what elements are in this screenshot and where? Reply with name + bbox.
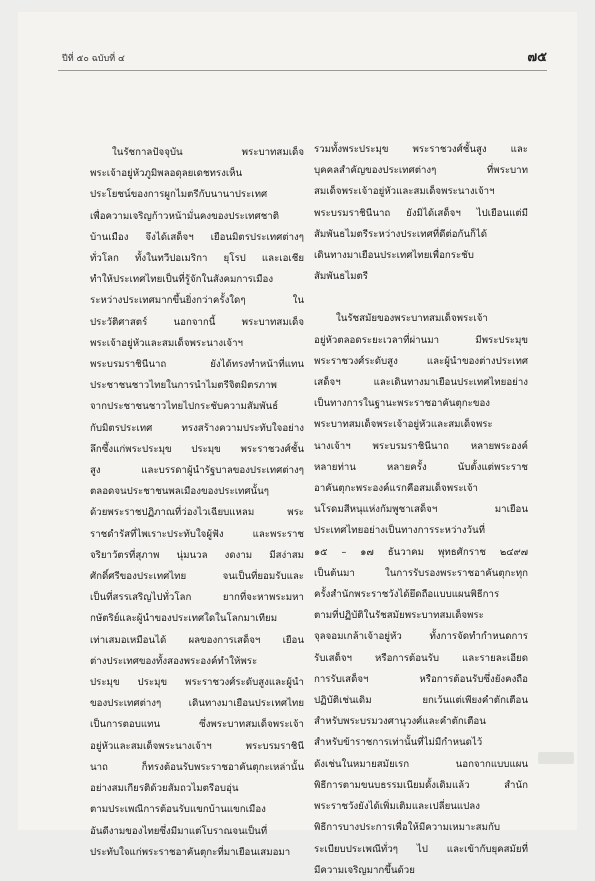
left-column bbox=[90, 142, 304, 863]
text-line: พระราชวังยังได้เพิ่มเติมและเปลี่ยนแปลง bbox=[314, 801, 480, 813]
header-rule bbox=[58, 70, 547, 71]
text-line: อย่างสมเกียรติด้วยสัมถวไมตรีอบอุ่น bbox=[90, 783, 239, 795]
text-line: ๑๕ – ๑๗ ธันวาคม พุทธศักราช ๒๔๙๗ bbox=[314, 546, 528, 558]
text-line: มีความเจริญมากขึ้นด้วย bbox=[314, 864, 415, 876]
text-line: จากประชาชนชาวไทยไปกระชับความสัมพันธ์ bbox=[90, 401, 279, 413]
text-line: พระบาทสมเด็จพระเจ้าอยู่หัวและสมเด็จพระ bbox=[314, 419, 493, 431]
text-line: อยู่หัวและสมเด็จพระนางเจ้าฯ พระบรมราชินี bbox=[90, 740, 304, 752]
text-line: บ้านเมือง จึงได้เสด็จฯ เยือนมิตรประเทศต่างๆ bbox=[90, 231, 304, 243]
text-line: ด้วยพระราชปฏิภาณที่ว่องไวเฉียบแหลม พระ bbox=[90, 507, 304, 519]
text-line: ต่างประเทศของทั้งสองพระองค์ทำให้พระ bbox=[90, 655, 258, 667]
text-line: ประชาชนชาวไทยในการนำไมตรีจิตมิตรภาพ bbox=[90, 380, 277, 392]
text-line: ดังเช่นในหมายสมัยเรก นอกจากแบบแผน bbox=[314, 758, 528, 770]
text-line: กษัตริย์และผู้นำของประเทศใดในโลกมาเทียม bbox=[90, 613, 278, 625]
text-line: ตลอดจนประชาชนพลเมืองของประเทศนั้นๆ bbox=[90, 486, 269, 498]
text-line: ตามที่ปฏิบัติในรัชสมัยพระบาทสมเด็จพระ bbox=[314, 610, 484, 622]
text-line: ในรัชสมัยของพระบาทสมเด็จพระเจ้า bbox=[336, 313, 488, 325]
text-line: ครั้งสำนักพระราชวังได้ยึดถือแบบแผนพิธีการ bbox=[314, 589, 500, 601]
text-line: สำหรับข้าราชการเท่านั้นที่ไม่มีกำหนดไว้ bbox=[314, 737, 483, 749]
text-line: ประวัติศาสตร์ นอกจากนี้ พระบาทสมเด็จ bbox=[90, 316, 304, 328]
text-line: ราชดำรัสที่ไพเราะประทับใจผู้ฟัง และพระราช bbox=[90, 528, 304, 540]
text-line: ศักดิ์ศรีของประเทศไทย จนเป็นที่ยอมรับและ bbox=[90, 571, 304, 583]
text-line: อันดีงามของไทยซึ่งมีมาแต่โบราณจนเป็นที่ bbox=[90, 825, 268, 837]
text-line: ประทับใจแก่พระราชอาคันตุกะที่มาเยือนเสมอมา bbox=[90, 846, 291, 858]
text-line: เป็นที่สรรเสริญไปทั่วโลก ยากที่จะหาพระมหา bbox=[90, 592, 304, 604]
text-line: ตามประเพณีการต้อนรับแขกบ้านแขกเมือง bbox=[90, 804, 266, 816]
text-line: พระเจ้าอยู่หัวและสมเด็จพระนางเจ้าฯ bbox=[90, 337, 243, 349]
text-line: รับเสด็จฯ หรือการต้อนรับ และรายละเอียด bbox=[314, 652, 528, 664]
margin-smudge bbox=[538, 752, 574, 764]
text-line: สัมพันธไมตรีระหว่างประเทศที่ดีต่อกันก็ได้ bbox=[314, 228, 488, 240]
paragraph bbox=[90, 142, 304, 863]
text-line: พระบรมราชินีนาถ ยังมิได้เสด็จฯ ไปเยือนแต่มี bbox=[314, 207, 528, 219]
text-line: การรับเสด็จฯ หรือการต้อนรับซึ่งยังคงถือ bbox=[314, 673, 528, 685]
text-line: นโรดมสีหนุแห่งกัมพูชาเสด็จฯ มาเยือน bbox=[314, 504, 528, 516]
text-line: สูง และบรรดาผู้นำรัฐบาลของประเทศต่างๆ bbox=[90, 465, 304, 477]
text-line: รวมทั้งพระประมุข พระราชวงศ์ชั้นสูง และ bbox=[314, 144, 528, 155]
text-line: เสด็จฯ และเดินทางมาเยือนประเทศไทยอย่าง bbox=[314, 377, 528, 389]
text-line: เป็นทางการในฐานะพระราชอาคันตุกะของ bbox=[314, 398, 491, 410]
text-line: เดินทางมาเยือนประเทศไทยเพื่อกระชับ bbox=[314, 250, 474, 262]
text-line: อาคันตุกะพระองค์แรกคือสมเด็จพระเจ้า bbox=[314, 483, 478, 495]
text-line: ระหว่างประเทศมากขึ้นยิ่งกว่าครั้งใดๆ ใน bbox=[90, 295, 304, 307]
text-line: ของประเทศต่างๆ เดินทางมาเยือนประเทศไทย bbox=[90, 698, 304, 710]
text-line: เท่าเสมอเหมือนได้ ผลของการเสด็จฯ เยือน bbox=[90, 634, 304, 646]
text-line: นางเจ้าฯ พระบรมราชินีนาถ หลายพระองค์ bbox=[314, 440, 528, 452]
running-head: ปีที่ ๕๐ ฉบับที่ ๔ bbox=[62, 54, 125, 64]
text-line: บุคคลสำคัญของประเทศต่างๆ ที่พระบาท bbox=[314, 165, 528, 177]
page bbox=[18, 12, 577, 876]
text-line: เป็นการตอบแทน ซึ่งพระบาทสมเด็จพระเจ้า bbox=[90, 719, 304, 731]
text-line: จุลจอมเกล้าเจ้าอยู่หัว ทั้งการจัดทำกำหนดการ bbox=[314, 631, 528, 643]
text-line: กับมิตรประเทศ ทรงสร้างความประทับใจอย่าง bbox=[90, 422, 304, 434]
text-line: ทั่วโลก ทั้งในทวีปอเมริกา ยุโรป และเอเชีย bbox=[90, 253, 304, 265]
text-line: ในรัชกาลปัจจุบัน พระบาทสมเด็จ bbox=[112, 147, 304, 158]
paragraph bbox=[314, 308, 528, 880]
text-line: ลึกซึ้งแก่พระประมุข ประมุข พระราชวงศ์ชั้น bbox=[90, 443, 304, 455]
text-line: เป็นต้นมา ในการรับรองพระราชอาคันตุกะทุก bbox=[314, 567, 528, 579]
text-line: อยู่หัวตลอดระยะเวลาที่ผ่านมา มีพระประมุข bbox=[314, 334, 528, 346]
text-line: สำหรับพระบรมวงศานุวงศ์และคำตักเตือน bbox=[314, 716, 486, 728]
text-line: หลายท่าน หลายครั้ง นับตั้งแต่พระราช bbox=[314, 461, 528, 473]
text-line: สมเด็จพระเจ้าอยู่หัวและสมเด็จพระนางเจ้าฯ bbox=[314, 186, 495, 198]
text-line: ทำให้ประเทศไทยเป็นที่รู้จักในสังคมการเมือง bbox=[90, 274, 274, 286]
text-line: พิธีการบางประการเพื่อให้มีความเหมาะสมกับ bbox=[314, 822, 500, 834]
text-line: พิธีการตามขนบธรรมเนียมดั้งเดิมแล้ว สำนัก bbox=[314, 779, 528, 791]
right-column bbox=[314, 139, 528, 881]
text-line: ประมุข ประมุข พระราชวงศ์ระดับสูงและผู้นำ bbox=[90, 677, 304, 689]
text-line: ปฏิบัติเช่นเดิม ยกเว้นแต่เพียงคำตักเตือน bbox=[314, 695, 528, 707]
text-line: สัมพันธไมตรี bbox=[314, 271, 368, 283]
text-line: เพื่อความเจริญก้าวหน้ามั่นคงของประเทศชาติ bbox=[90, 210, 279, 222]
paragraph bbox=[314, 139, 528, 287]
text-line: พระบรมราชินีนาถ ยังได้ทรงทำหน้าที่แทน bbox=[90, 359, 304, 371]
paragraph-gap bbox=[314, 287, 528, 308]
text-line: ระเบียบประเพณีทั่วๆ ไป และเข้ากับยุคสมัยที่ bbox=[314, 843, 528, 855]
text-line: นาถ ก็ทรงต้อนรับพระราชอาคันตุกะเหล่านั้น bbox=[90, 761, 304, 773]
text-line: พระเจ้าอยู่หัวภูมิพลอดุลยเดชทรงเห็น bbox=[90, 168, 243, 180]
text-line: ประเทศไทยอย่างเป็นทางการระหว่างวันที่ bbox=[314, 525, 485, 537]
text-line: พระราชวงศ์ระดับสูง และผู้นำของต่างประเทศ bbox=[314, 355, 528, 367]
page-number: ๗๕ bbox=[527, 50, 547, 65]
text-line: จริยาวัตรที่สุภาพ นุ่มนวล งดงาม มีสง่าสม bbox=[90, 549, 304, 561]
text-line: ประโยชน์ของการผูกไมตรีกับนานาประเทศ bbox=[90, 189, 268, 201]
